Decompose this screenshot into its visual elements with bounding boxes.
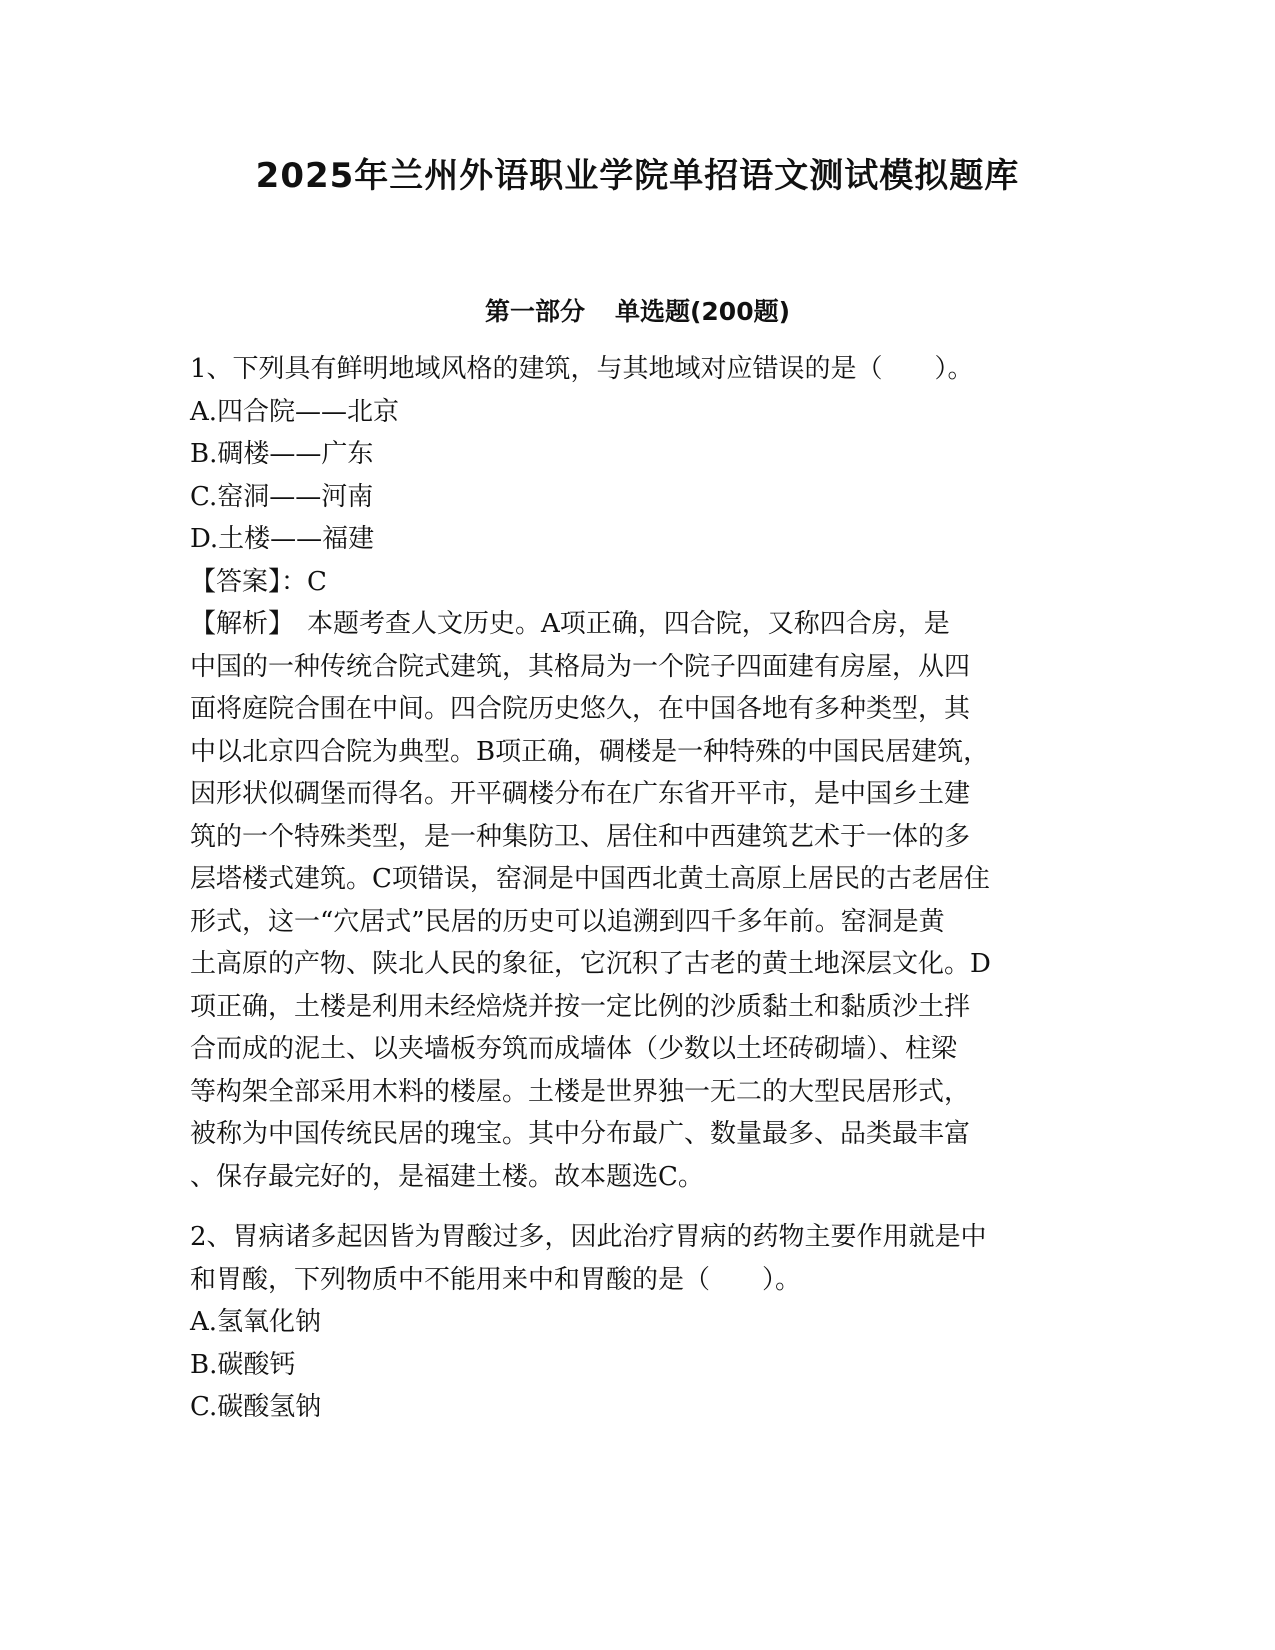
option-d: D.土楼——福建 xyxy=(190,524,375,554)
section-part: 第一部分 xyxy=(484,297,585,326)
analysis-line: 中国的一种传统合院式建筑，其格局为一个院子四面建有房屋，从四 xyxy=(190,651,971,682)
analysis-line: 合而成的泥土、以夹墙板夯筑而成墙体（少数以土坯砖砌墙）、柱梁 xyxy=(190,1034,958,1064)
option-b: B.碳酸钙 xyxy=(190,1349,296,1380)
option-a: A.四合院——北京 xyxy=(190,396,400,427)
analysis-line: 因形状似碉堡而得名。开平碉楼分布在广东省开平市，是中国乡土建 xyxy=(190,779,971,809)
analysis-line: 筑的一个特殊类型，是一种集防卫、居住和中西建筑艺术于一体的多 xyxy=(190,821,971,852)
analysis-line: 被称为中国传统民居的瑰宝。其中分布最广、数量最多、品类最丰富 xyxy=(190,1119,971,1149)
option-b: B.碉楼——广东 xyxy=(190,439,374,469)
analysis-line: 形式，这一“穴居式”民居的历史可以追溯到四千多年前。窑洞是黄 xyxy=(190,906,945,937)
analysis-line: 、保存最完好的，是福建土楼。故本题选C。 xyxy=(190,1161,704,1192)
question-stem: 和胃酸，下列物质中不能用来中和胃酸的是（ ）。 xyxy=(190,1264,802,1295)
question-list xyxy=(190,348,1080,1429)
analysis xyxy=(190,603,1080,1198)
analysis-line: 层塔楼式建筑。C项错误，窑洞是中国西北黄土高原上居民的古老居住 xyxy=(190,864,990,894)
question-1 xyxy=(190,348,1080,1198)
option-c: C.窑洞——河南 xyxy=(190,481,374,512)
question-stem: 2、胃病诸多起因皆为胃酸过多，因此治疗胃病的药物主要作用就是中 xyxy=(190,1222,987,1252)
section-heading xyxy=(0,292,1275,328)
analysis-line: 项正确，土楼是利用未经焙烧并按一定比例的沙质黏土和黏质沙土拌 xyxy=(190,991,971,1022)
document-title: 2025年兰州外语职业学院单招语文测试模拟题库 xyxy=(255,156,1020,196)
analysis-line: 面将庭院合围在中间。四合院历史悠久，在中国各地有多种类型，其 xyxy=(190,694,971,724)
answer: 【答案】：C xyxy=(190,566,327,597)
analysis-line: 【解析】 本题考查人文历史。A项正确，四合院，又称四合房，是 xyxy=(190,609,950,639)
question-2 xyxy=(190,1216,1080,1429)
question-stem: 1、下列具有鲜明地域风格的建筑，与其地域对应错误的是（ ）。 xyxy=(190,354,974,384)
option-c: C.碳酸氢钠 xyxy=(190,1392,322,1422)
analysis-line: 中以北京四合院为典型。B项正确，碉楼是一种特殊的中国民居建筑， xyxy=(190,736,990,767)
analysis-line: 等构架全部采用木料的楼屋。土楼是世界独一无二的大型民居形式， xyxy=(190,1076,971,1107)
section-name: 单选题(200题) xyxy=(614,297,791,326)
option-a: A.氢氧化钠 xyxy=(190,1307,322,1337)
analysis-line: 土高原的产物、陕北人民的象征，它沉积了古老的黄土地深层文化。D xyxy=(190,949,991,979)
